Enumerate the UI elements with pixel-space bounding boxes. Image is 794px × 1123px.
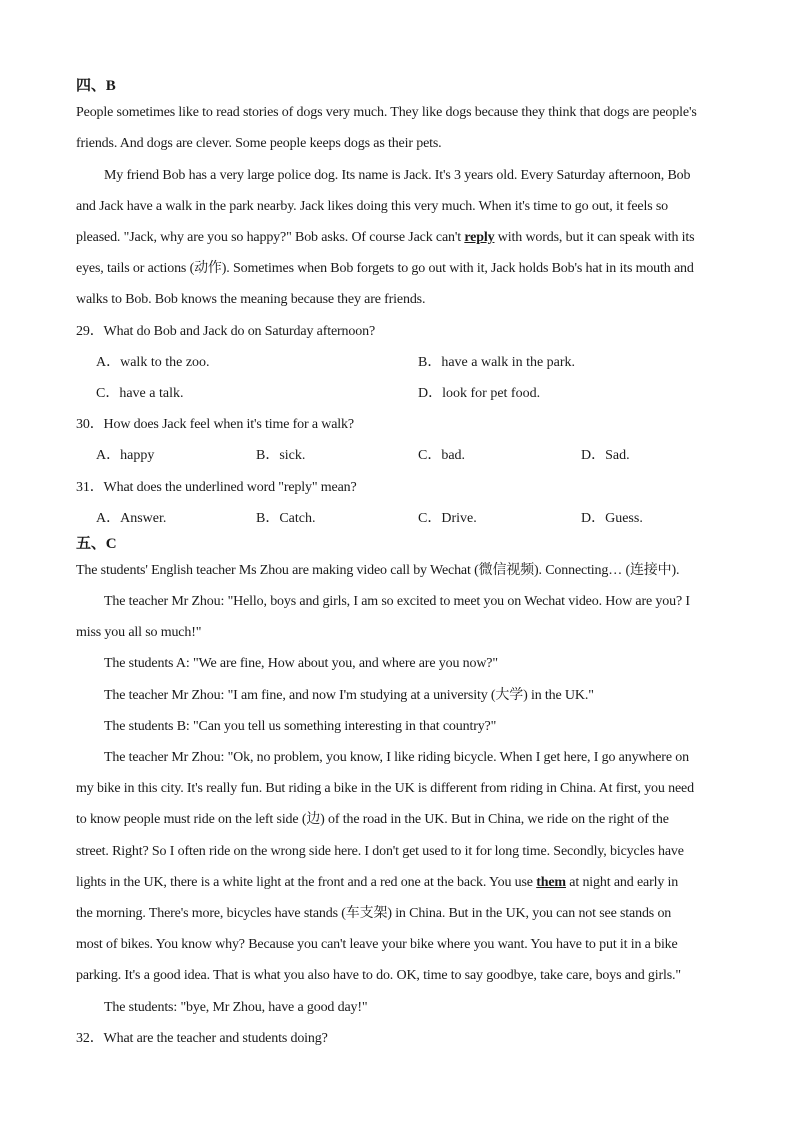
passage-text: with words, but it can speak with its — [494, 230, 695, 245]
option-29-b[interactable]: B．have a walk in the park. — [418, 355, 576, 370]
dialogue-line: street. Right? So I often ride on the wrong side here. I don't get used to it for long time. Secondly, bicycles have — [76, 844, 684, 859]
dialogue-line: The teacher Mr Zhou: "I am fine, and now I'm studying at a university (大学) in the UK." — [104, 688, 594, 703]
option-31-c[interactable]: C．Drive. — [418, 511, 477, 526]
question-32: 32．What are the teacher and students doing? — [76, 1031, 328, 1046]
option-29-d[interactable]: D．look for pet food. — [418, 386, 541, 401]
dialogue-line: The teacher Mr Zhou: "Hello, boys and girls, I am so excited to meet you on Wechat video. How are you? I — [104, 594, 690, 609]
dialogue-line: most of bikes. You know why? Because you can't leave your bike where you want. You have to put it in a bike — [76, 937, 678, 952]
option-31-a[interactable]: A．Answer. — [96, 511, 167, 526]
section-b-heading: 四、B — [76, 78, 116, 94]
option-29-a[interactable]: A．walk to the zoo. — [96, 355, 210, 370]
dialogue-line: The teacher Mr Zhou: "Ok, no problem, you know, I like riding bicycle. When I get here, I go anywhere on — [104, 750, 689, 765]
passage-b-line: and Jack have a walk in the park nearby. Jack likes doing this very much. When it's time to go out, it feels so — [76, 199, 669, 214]
passage-text: pleased. "Jack, why are you so happy?" Bob asks. Of course Jack can't — [76, 230, 465, 245]
dialogue-line: The students A: "We are fine, How about you, and where are you now?" — [104, 656, 498, 671]
passage-b-line: walks to Bob. Bob knows the meaning because they are friends. — [76, 292, 426, 307]
section-c-heading: 五、C — [76, 536, 117, 552]
dialogue-line — [76, 874, 746, 892]
passage-b-line — [76, 229, 746, 247]
passage-b-line: eyes, tails or actions (动作). Sometimes when Bob forgets to go out with it, Jack holds Bob's hat in its mouth and — [76, 261, 694, 276]
passage-c-intro: The students' English teacher Ms Zhou are making video call by Wechat (微信视频). Connecting… (连接中). — [76, 563, 680, 578]
option-30-b[interactable]: B．sick. — [256, 448, 306, 463]
dialogue-line: parking. It's a good idea. That is what you also have to do. OK, time to say goodbye, take care, boys and girls." — [76, 968, 681, 983]
option-31-b[interactable]: B．Catch. — [256, 511, 316, 526]
passage-text: lights in the UK, there is a white light at the front and a red one at the back. You use — [76, 875, 537, 890]
question-31: 31．What does the underlined word "reply" mean? — [76, 480, 357, 495]
dialogue-line: the morning. There's more, bicycles have stands (车支架) in China. But in the UK, you can not see stands on — [76, 906, 672, 921]
option-30-d[interactable]: D．Sad. — [581, 448, 630, 463]
dialogue-line: to know people must ride on the left side (边) of the road in the UK. But in China, we ride on the right of the — [76, 812, 669, 827]
underlined-word-them: them — [536, 875, 566, 890]
dialogue-line: my bike in this city. It's really fun. But riding a bike in the UK is different from riding in China. At first, you need — [76, 781, 694, 796]
dialogue-line: The students B: "Can you tell us something interesting in that country?" — [104, 719, 497, 734]
passage-b-line: People sometimes like to read stories of dogs very much. They like dogs because they think that dogs are people's — [76, 105, 697, 120]
question-30: 30．How does Jack feel when it's time for a walk? — [76, 417, 354, 432]
option-29-c[interactable]: C．have a talk. — [96, 386, 184, 401]
passage-b-line: My friend Bob has a very large police dog. Its name is Jack. It's 3 years old. Every Saturday afternoon, Bob — [104, 168, 691, 183]
passage-text: at night and early in — [565, 875, 679, 890]
underlined-word-reply: reply — [464, 230, 495, 245]
dialogue-line: miss you all so much!" — [76, 625, 202, 640]
question-29: 29．What do Bob and Jack do on Saturday afternoon? — [76, 324, 376, 339]
option-30-a[interactable]: A．happy — [96, 448, 155, 463]
option-30-c[interactable]: C．bad. — [418, 448, 466, 463]
dialogue-line: The students: "bye, Mr Zhou, have a good day!" — [104, 1000, 368, 1015]
passage-b-line: friends. And dogs are clever. Some people keeps dogs as their pets. — [76, 136, 442, 151]
option-31-d[interactable]: D．Guess. — [581, 511, 643, 526]
